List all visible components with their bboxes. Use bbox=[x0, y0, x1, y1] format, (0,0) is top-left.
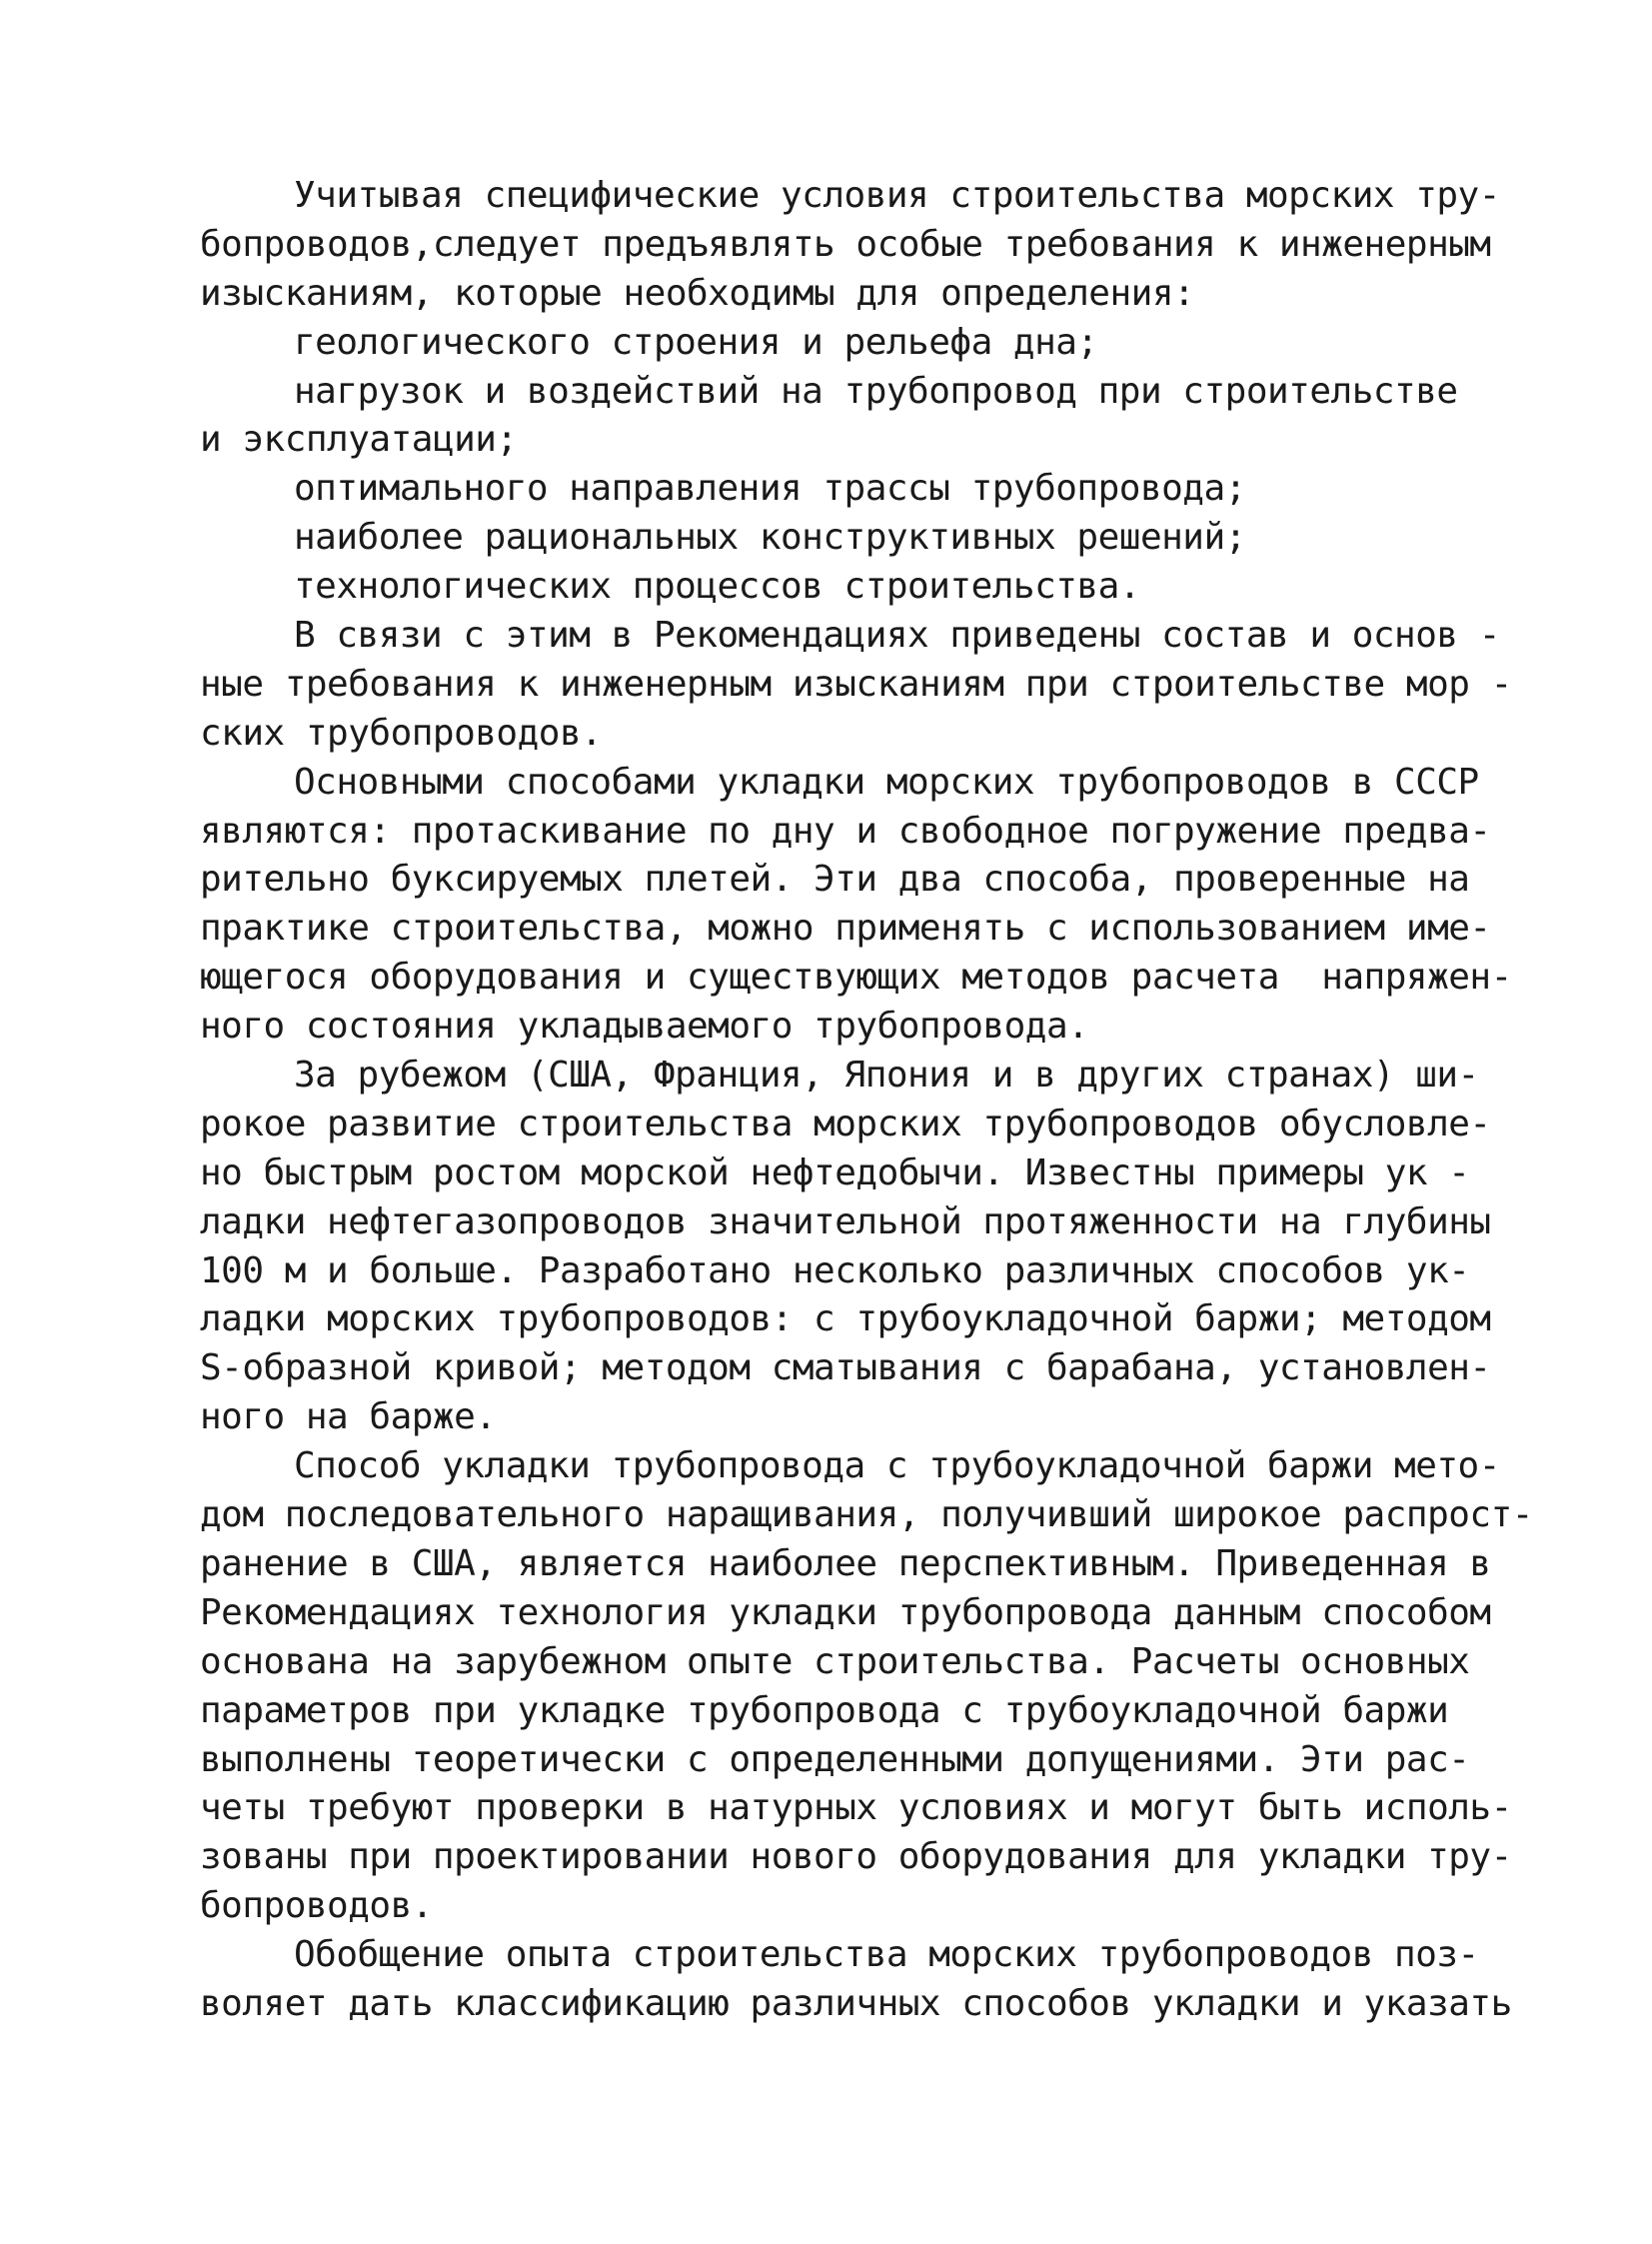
text-line: ранение в США, является наиболее перспективным. Приведенная в bbox=[200, 1542, 1491, 1584]
text-line: и эксплуатации; bbox=[200, 419, 518, 461]
text-line: S-образной кривой; методом сматывания с барабана, установлен- bbox=[200, 1347, 1491, 1389]
text-line: Учитывая специфические условия строительства морских тру- bbox=[294, 175, 1500, 216]
text-line: геологического строения и рельефа дна; bbox=[294, 321, 1098, 363]
text-line: рительно буксируемых плетей. Эти два способа, проверенные на bbox=[200, 859, 1470, 901]
text-line: 100 м и больше. Разработано несколько различных способов ук- bbox=[200, 1249, 1470, 1291]
text-line: ладки морских трубопроводов: с трубоукладочной баржи; методом bbox=[200, 1298, 1491, 1340]
text-line: основана на зарубежном опыте строительства. Расчеты основных bbox=[200, 1640, 1470, 1682]
text-line: изысканиям, которые необходимы для определения: bbox=[200, 272, 1195, 314]
text-line: наиболее рациональных конструктивных решений; bbox=[294, 517, 1246, 559]
text-line: В связи с этим в Рекомендациях приведены состав и основ - bbox=[294, 615, 1500, 657]
text-line: параметров при укладке трубопровода с трубоукладочной баржи bbox=[200, 1689, 1449, 1731]
text-line: ного состояния укладываемого трубопровода. bbox=[200, 1006, 1089, 1048]
text-line: ющегося оборудования и существующих методов расчета напряжен- bbox=[200, 957, 1512, 999]
body-text bbox=[200, 172, 1533, 2029]
text-line: Рекомендациях технология укладки трубопровода данным способом bbox=[200, 1591, 1491, 1633]
text-line: четы требуют проверки в натурных условиях и могут быть исполь- bbox=[200, 1787, 1512, 1829]
text-line: являются: протаскивание по дну и свободное погружение предва- bbox=[200, 810, 1491, 852]
text-line: Основными способами укладки морских трубопроводов в СССР bbox=[294, 761, 1479, 803]
text-line: ного на барже. bbox=[200, 1396, 497, 1438]
text-line: дом последовательного наращивания, получивший широкое распрост- bbox=[200, 1494, 1533, 1536]
text-line: но быстрым ростом морской нефтедобычи. Известны примеры ук - bbox=[200, 1151, 1470, 1193]
text-line: оптимального направления трассы трубопровода; bbox=[294, 468, 1246, 510]
text-line: ладки нефтегазопроводов значительной протяженности на глубины bbox=[200, 1200, 1491, 1242]
text-line: зованы при проектировании нового оборудования для укладки тру- bbox=[200, 1836, 1512, 1878]
text-line: Способ укладки трубопровода с трубоукладочной баржи мето- bbox=[294, 1445, 1500, 1487]
text-line: технологических процессов строительства. bbox=[294, 566, 1140, 608]
text-line: рокое развитие строительства морских трубопроводов обусловле- bbox=[200, 1103, 1491, 1144]
text-line: ских трубопроводов. bbox=[200, 712, 603, 754]
text-line: За рубежом (США, Франция, Япония и в других странах) ши- bbox=[294, 1055, 1479, 1097]
text-line: практике строительства, можно применять с использованием име- bbox=[200, 908, 1491, 950]
text-line: бопроводов,следует предъявлять особые требования к инженерным bbox=[200, 223, 1491, 265]
text-line: воляет дать классификацию различных способов укладки и указать bbox=[200, 1982, 1512, 2024]
text-line: выполнены теоретически с определенными допущениями. Эти рас- bbox=[200, 1738, 1470, 1780]
text-line: ные требования к инженерным изысканиям при строительстве мор - bbox=[200, 663, 1512, 705]
text-line: нагрузок и воздействий на трубопровод при строительстве bbox=[294, 370, 1458, 412]
text-line: Обобщение опыта строительства морских трубопроводов поз- bbox=[294, 1934, 1479, 1976]
text-line: бопроводов. bbox=[200, 1885, 433, 1927]
